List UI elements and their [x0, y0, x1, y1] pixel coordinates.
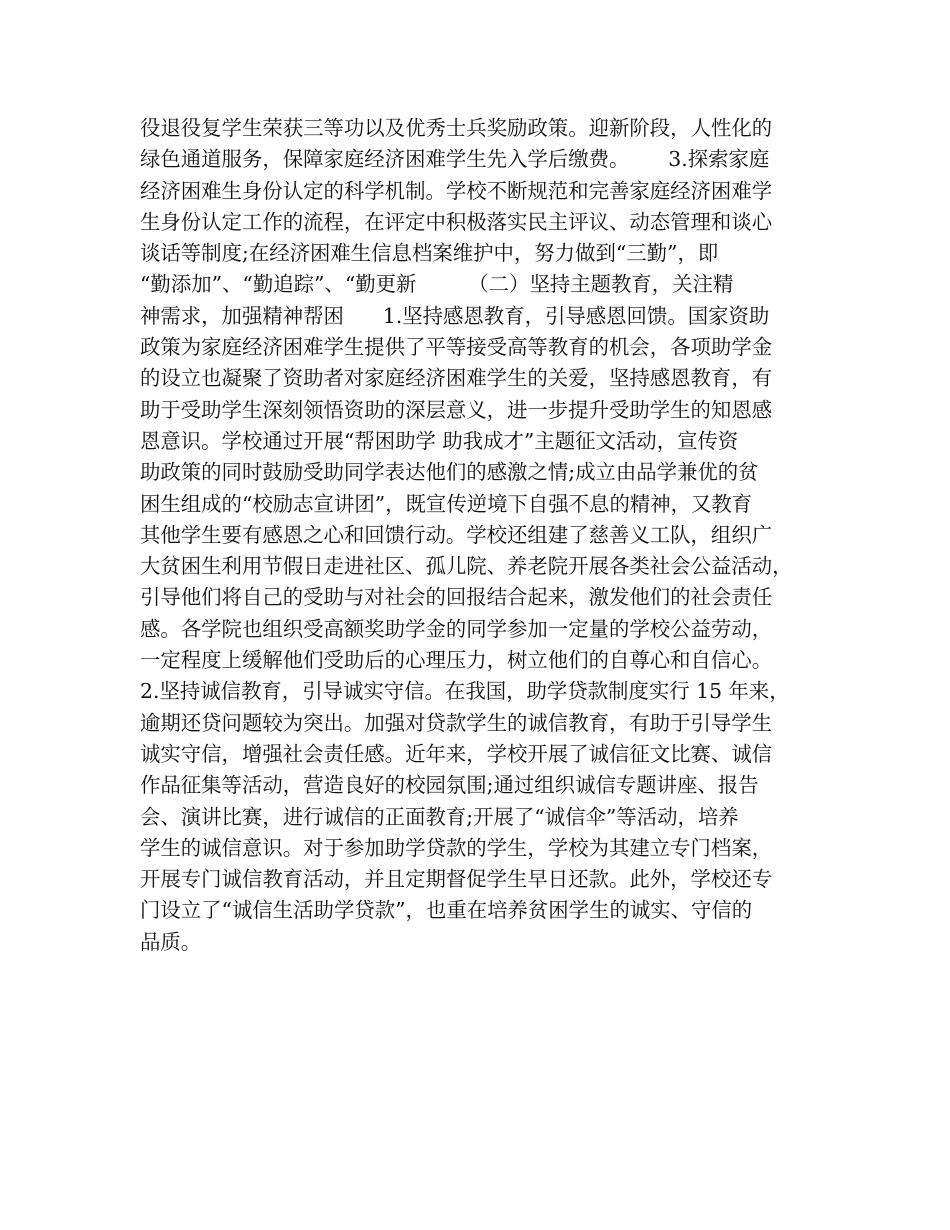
text-line: 谈话等制度;在经济困难生信息档案维护中，努力做到“三勤”，即	[140, 241, 719, 266]
text-line: 生身份认定工作的流程，在评定中积极落实民主评议、动态管理和谈心	[140, 209, 773, 234]
text-line: 诚实守信，增强社会责任感。近年来，学校开展了诚信征文比赛、诚信	[140, 741, 773, 766]
text-line: 的设立也凝聚了资助者对家庭经济困难学生的关爱，坚持感恩教育，有	[140, 366, 773, 391]
text-line: 政策为家庭经济困难学生提供了平等接受高等教育的机会，各项助学金	[140, 335, 773, 360]
text-line: 作品征集等活动，营造良好的校园氛围;通过组织诚信专题讲座、报告	[140, 773, 759, 798]
text-line: 助政策的同时鼓励受助同学表达他们的感激之情;成立由品学兼优的贫	[140, 460, 759, 485]
text-line: 品质。	[140, 929, 202, 954]
text-line: 绿色通道服务，保障家庭经济困难学生先入学后缴费。 3.探索家庭	[140, 147, 770, 172]
text-line: 会、演讲比赛，进行诚信的正面教育;开展了“诚信伞”等活动，培养	[140, 804, 739, 829]
text-line: 学生的诚信意识。对于参加助学贷款的学生，学校为其建立专门档案，	[140, 835, 773, 860]
text-line: 经济困难生身份认定的科学机制。学校不断规范和完善家庭经济困难学	[140, 178, 773, 203]
text-line: 引导他们将自己的受助与对社会的回报结合起来，激发他们的社会责任	[140, 585, 773, 610]
text-line: 役退役复学生荣获三等功以及优秀士兵奖励政策。迎新阶段，人性化的	[140, 116, 773, 140]
text-line: “勤添加”、“勤追踪”、“勤更新 （二）坚持主题教育，关注精	[140, 272, 734, 297]
text-line: 开展专门诚信教育活动，并且定期督促学生早日还款。此外，学校还专	[140, 867, 773, 892]
text-line: 感。各学院也组织受高额奖助学金的同学参加一定量的学校公益劳动，	[140, 616, 773, 641]
text-line: 大贫困生利用节假日走进社区、孤儿院、养老院开展各类社会公益活动，	[140, 554, 793, 579]
text-line: 一定程度上缓解他们受助后的心理压力，树立他们的自尊心和自信心。	[140, 648, 773, 673]
text-line: 助于受助学生深刻领悟资助的深层意义，进一步提升受助学生的知恩感	[140, 397, 773, 422]
body-text	[140, 113, 830, 958]
text-line: 神需求，加强精神帮困 1.坚持感恩教育，引导感恩回馈。国家资助	[140, 303, 770, 328]
text-line: 逾期还贷问题较为突出。加强对贷款学生的诚信教育，有助于引导学生	[140, 710, 773, 735]
text-line: 困生组成的“校励志宣讲团”，既宣传逆境下自强不息的精神，又教育	[140, 491, 753, 516]
text-line: 门设立了“诚信生活助学贷款”，也重在培养贫困学生的诚实、守信的	[140, 898, 753, 923]
text-line: 其他学生要有感恩之心和回馈行动。学校还组建了慈善义工队，组织广	[140, 522, 773, 547]
text-line: 2.坚持诚信教育，引导诚实守信。在我国，助学贷款制度实行 15 年来，	[140, 679, 790, 704]
text-line: 恩意识。学校通过开展“帮困助学 助我成才”主题征文活动，宣传资	[140, 428, 739, 453]
